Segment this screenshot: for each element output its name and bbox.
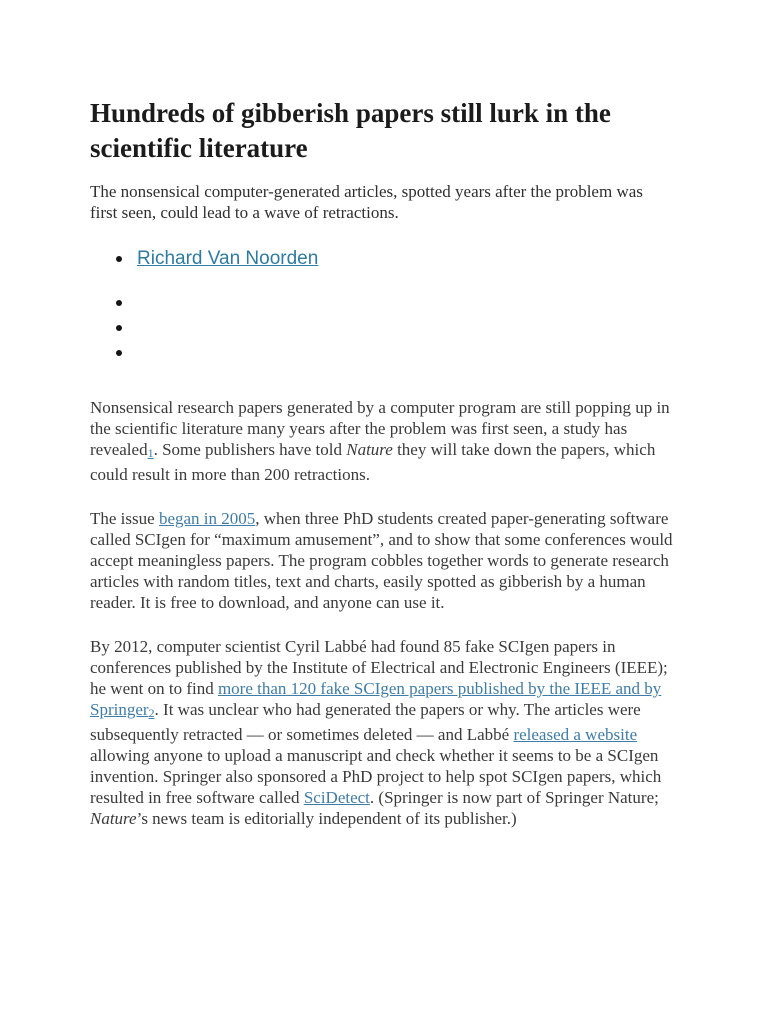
text-run: . (Springer is now part of Springer Nature; [369,788,659,807]
empty-list-item [90,340,674,365]
text-run: . Some publishers have told [153,440,347,459]
text-run: they will take down the papers, which could result in more than 200 retractions. [90,440,656,484]
article-standfirst: The nonsensical computer-generated articles, spotted years after the problem was first seen, could lead to a wave of retractions. [90,182,643,222]
empty-list-item [90,315,674,340]
reference-2-link[interactable]: 2 [148,706,155,720]
reference-1-link[interactable]: 1 [147,446,154,460]
bullet-icon [116,350,122,356]
byline-list [90,246,674,365]
bullet-icon [116,300,122,306]
text-run: , when three PhD students created paper-generating software called SCIgen for “maximum amusement”, and to show that some conferences would accept meaningless papers. The program cobbles together words to generate research articles with random titles, text and charts, easily spotted as gibberish by a human reader. It is free to download, and anyone can use it. [90,509,673,612]
paragraph-1 [90,397,674,485]
text-run: By 2012, computer scientist Cyril Labbé had found 85 fake SCIgen papers in conferences published by the Institute of Electrical and Electronic Engineers (IEEE); he went on to find [90,637,668,698]
bullet-icon [116,256,122,262]
article-title: Hundreds of gibberish papers still lurk in the scientific literature [90,98,611,163]
text-run: ’s news team is editorially independent of its publisher.) [136,809,517,828]
bullet-icon [116,325,122,331]
began-in-2005-link[interactable]: began in 2005 [158,509,256,528]
text-run: The issue [90,509,159,528]
released-a-website-link[interactable]: released a website [513,725,638,744]
author-link[interactable]: Richard Van Noorden [137,247,319,269]
nature-italic: Nature [90,809,137,828]
scidetect-link[interactable]: SciDetect [303,788,370,807]
paragraph-2 [90,508,674,613]
text-run: . It was unclear who had generated the papers or why. The articles were subsequently retracted — or sometimes deleted — and Labbé [90,700,641,744]
empty-list-item [90,290,674,315]
fake-scigen-papers-link[interactable]: more than 120 fake SCIgen papers published by the IEEE and by Springer [90,679,662,719]
paragraph-3 [90,636,674,829]
text-run: Nonsensical research papers generated by a computer program are still popping up in the scientific literature many years after the problem was first seen, a study has revealed [90,398,670,459]
text-run: allowing anyone to upload a manuscript and check whether it seems to be a SCIgen invention. Springer also sponsored a PhD project to help spot SCIgen papers, which resulted in free software called [90,746,662,807]
byline-item-author [90,246,674,271]
nature-italic: Nature [346,440,393,459]
